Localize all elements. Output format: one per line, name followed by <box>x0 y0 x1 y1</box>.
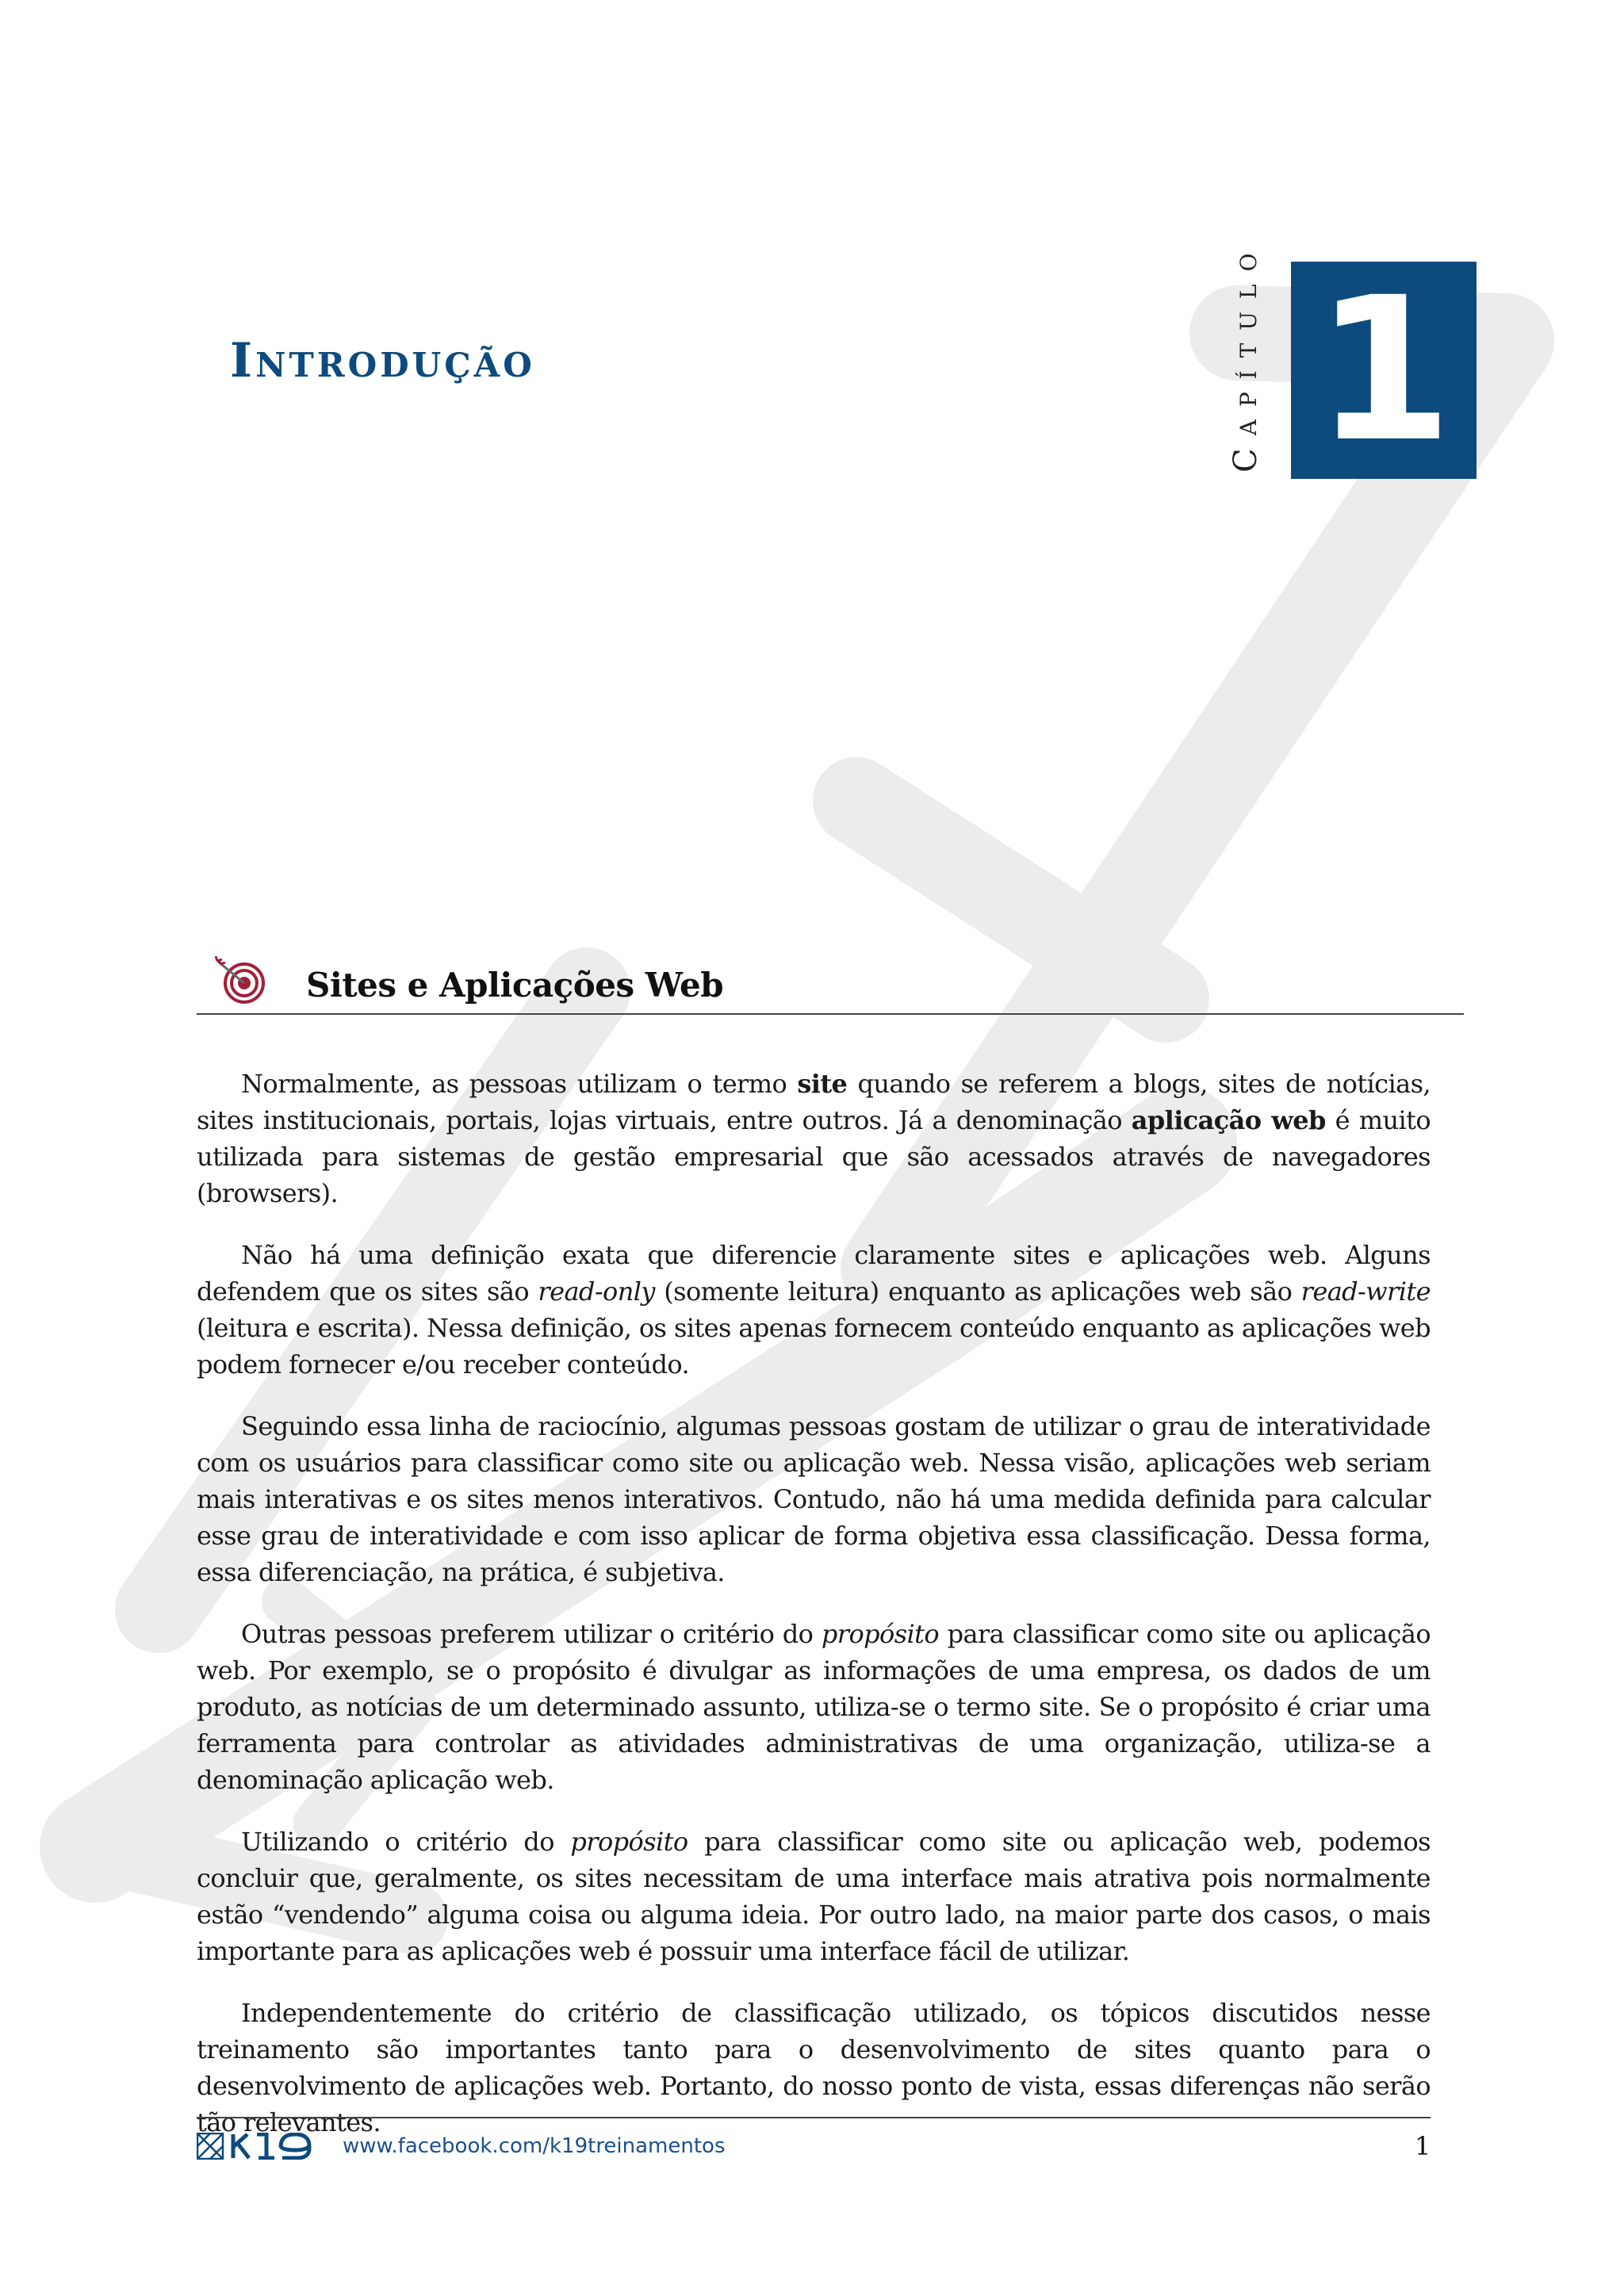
paragraph: Seguindo essa linha de raciocínio, algumas pessoas gostam de utilizar o grau de interatividade com os usuários para classificar como site ou aplicação web. Nessa visão, aplicações web seriam mais interativas e os sites menos interativos. Contudo, não há uma medida definida para calcular esse grau de interatividade e com isso aplicar de forma objetiva essa classificação. Dessa forma, essa diferenciação, na prática, é subjetiva. <box>197 1411 1431 1587</box>
paragraph: Independentemente do critério de classificação utilizado, os tópicos discutidos nesse treinamento são importantes tanto para o desenvolvimento de sites quanto para o desenvolvimento de aplicações web. Portanto, do nosso ponto de vista, essas diferenças não serão tão relevantes. <box>197 1998 1431 2137</box>
chapter-title: Introdução <box>230 333 535 388</box>
section-header <box>197 953 1464 1015</box>
chapter-label: Capítulo <box>1228 240 1264 473</box>
footer-divider <box>197 2117 1431 2118</box>
chapter-number: 1 <box>1315 254 1453 485</box>
target-icon <box>214 956 266 1005</box>
page-number: 1 <box>1415 2131 1431 2161</box>
paragraph: Normalmente, as pessoas utilizam o termo site quando se referem a blogs, sites de notícias, sites institucionais, portais, lojas virtuais, entre outros. Já a denominação aplicação web é muito utilizada para sistemas de gestão empresarial que são acessados através de navegadores (browsers). <box>197 1069 1431 1208</box>
paragraph: Utilizando o critério do propósito para classificar como site ou aplicação web, podemos concluir que, geralmente, os sites necessitam de uma interface mais atrativa pois normalmente estão “vendendo” alguma coisa ou alguma ideia. Por outro lado, na maior parte dos casos, o mais importante para as aplicações web é possuir uma interface fácil de utilizar. <box>197 1827 1431 1966</box>
paragraph: Outras pessoas preferem utilizar o critério do propósito para classificar como site ou aplicação web. Por exemplo, se o propósito é divulgar as informações de uma empresa, os dados de um produto, as notícias de um determinado assunto, utiliza-se o termo site. Se o propósito é criar uma ferramenta para controlar as atividades administrativas de uma organização, utiliza-se a denominação aplicação web. <box>197 1619 1431 1795</box>
chapter-number-box <box>1291 254 1477 485</box>
section-title: Sites e Aplicações Web <box>306 966 724 1004</box>
body-text <box>197 1066 1431 2166</box>
k19-logo <box>197 2133 320 2160</box>
paragraph: Não há uma definição exata que diferencie claramente sites e aplicações web. Alguns defendem que os sites são read-only (somente leitura) enquanto as aplicações web são read-write (leitura e escrita). Nessa definição, os sites apenas fornecem conteúdo enquanto as aplicações web podem fornecer e/ou receber conteúdo. <box>197 1240 1431 1380</box>
facebook-link[interactable]: www.facebook.com/k19treinamentos <box>343 2134 726 2158</box>
